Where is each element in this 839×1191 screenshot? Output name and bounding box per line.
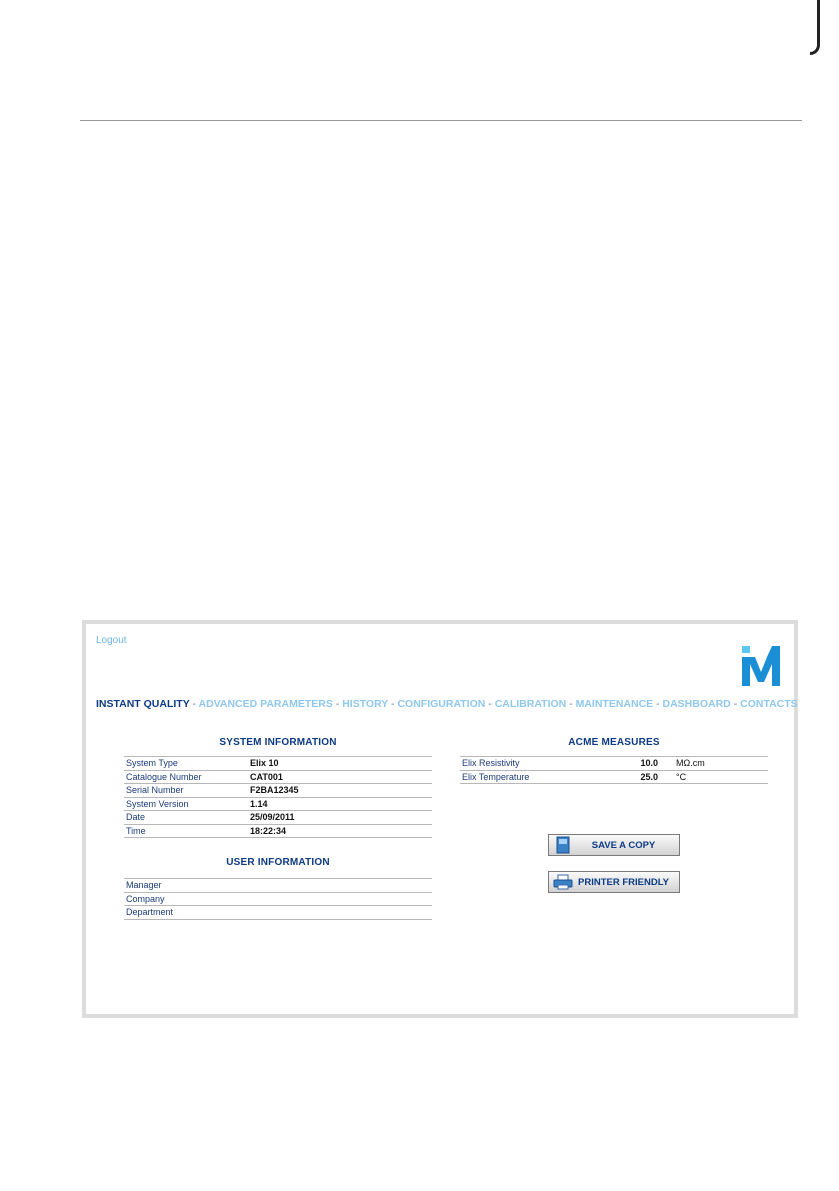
row-value: 10.0	[594, 757, 674, 771]
table-row	[460, 757, 768, 771]
brand-logo-icon	[742, 644, 780, 688]
row-value: Elix 10	[248, 757, 432, 771]
row-unit: °C	[674, 770, 768, 784]
logout-link[interactable]: Logout	[96, 635, 127, 646]
row-label: Serial Number	[124, 784, 248, 798]
row-value: 1.14	[248, 797, 432, 811]
user-information-table	[124, 878, 432, 920]
row-value	[248, 906, 432, 920]
table-row	[124, 906, 432, 920]
printer-friendly-label: PRINTER FRIENDLY	[578, 876, 669, 888]
row-label: Elix Resistivity	[460, 757, 594, 771]
row-value	[248, 879, 432, 893]
table-row	[124, 770, 432, 784]
row-value: F2BA12345	[248, 784, 432, 798]
table-row	[124, 811, 432, 825]
row-value	[248, 892, 432, 906]
header-divider	[80, 120, 802, 121]
main-nav	[96, 698, 798, 710]
table-row	[124, 879, 432, 893]
nav-tab-configuration[interactable]: CONFIGURATION	[397, 698, 486, 710]
row-label: Department	[124, 906, 248, 920]
table-row	[124, 797, 432, 811]
table-row	[124, 824, 432, 838]
row-label: System Type	[124, 757, 248, 771]
page-corner-mark	[810, 0, 820, 55]
nav-tab-calibration[interactable]: CALIBRATION	[494, 698, 567, 710]
disk-icon	[552, 836, 574, 854]
nav-tab-advanced-parameters[interactable]: ADVANCED PARAMETERS	[198, 698, 333, 710]
nav-separator: -	[391, 698, 395, 710]
table-row	[460, 770, 768, 784]
row-label: Date	[124, 811, 248, 825]
table-row	[124, 784, 432, 798]
row-value: 25.0	[594, 770, 674, 784]
acme-measures-table	[460, 756, 768, 784]
acme-measures-title: ACME MEASURES	[568, 737, 660, 748]
nav-separator: -	[733, 698, 738, 710]
row-value: 18:22:34	[248, 824, 432, 838]
nav-tab-dashboard[interactable]: DASHBOARD	[662, 698, 731, 710]
system-information-table	[124, 756, 432, 838]
nav-tab-instant-quality[interactable]: INSTANT QUALITY	[96, 698, 190, 710]
system-information-title: SYSTEM INFORMATION	[219, 737, 337, 748]
nav-separator: -	[335, 698, 340, 710]
nav-separator: -	[488, 698, 492, 710]
row-label: Manager	[124, 879, 248, 893]
save-copy-label: SAVE A COPY	[591, 839, 656, 851]
row-label: Company	[124, 892, 248, 906]
row-unit: MΩ.cm	[674, 757, 768, 771]
app-screenshot-frame	[82, 620, 798, 1018]
row-value: CAT001	[248, 770, 432, 784]
table-row	[124, 892, 432, 906]
save-copy-button[interactable]	[548, 834, 680, 856]
printer-icon	[552, 873, 574, 891]
user-information-title: USER INFORMATION	[226, 857, 330, 868]
nav-tab-contacts[interactable]: CONTACTS	[740, 698, 798, 710]
nav-separator: -	[569, 698, 573, 710]
nav-tab-history[interactable]: HISTORY	[342, 698, 389, 710]
row-label: Catalogue Number	[124, 770, 248, 784]
nav-separator: -	[192, 698, 196, 710]
row-label: Time	[124, 824, 248, 838]
row-label: Elix Temperature	[460, 770, 594, 784]
nav-tab-maintenance[interactable]: MAINTENANCE	[575, 698, 654, 710]
printer-friendly-button[interactable]	[548, 871, 680, 893]
nav-separator: -	[656, 698, 660, 710]
row-label: System Version	[124, 797, 248, 811]
table-row	[124, 757, 432, 771]
row-value: 25/09/2011	[248, 811, 432, 825]
